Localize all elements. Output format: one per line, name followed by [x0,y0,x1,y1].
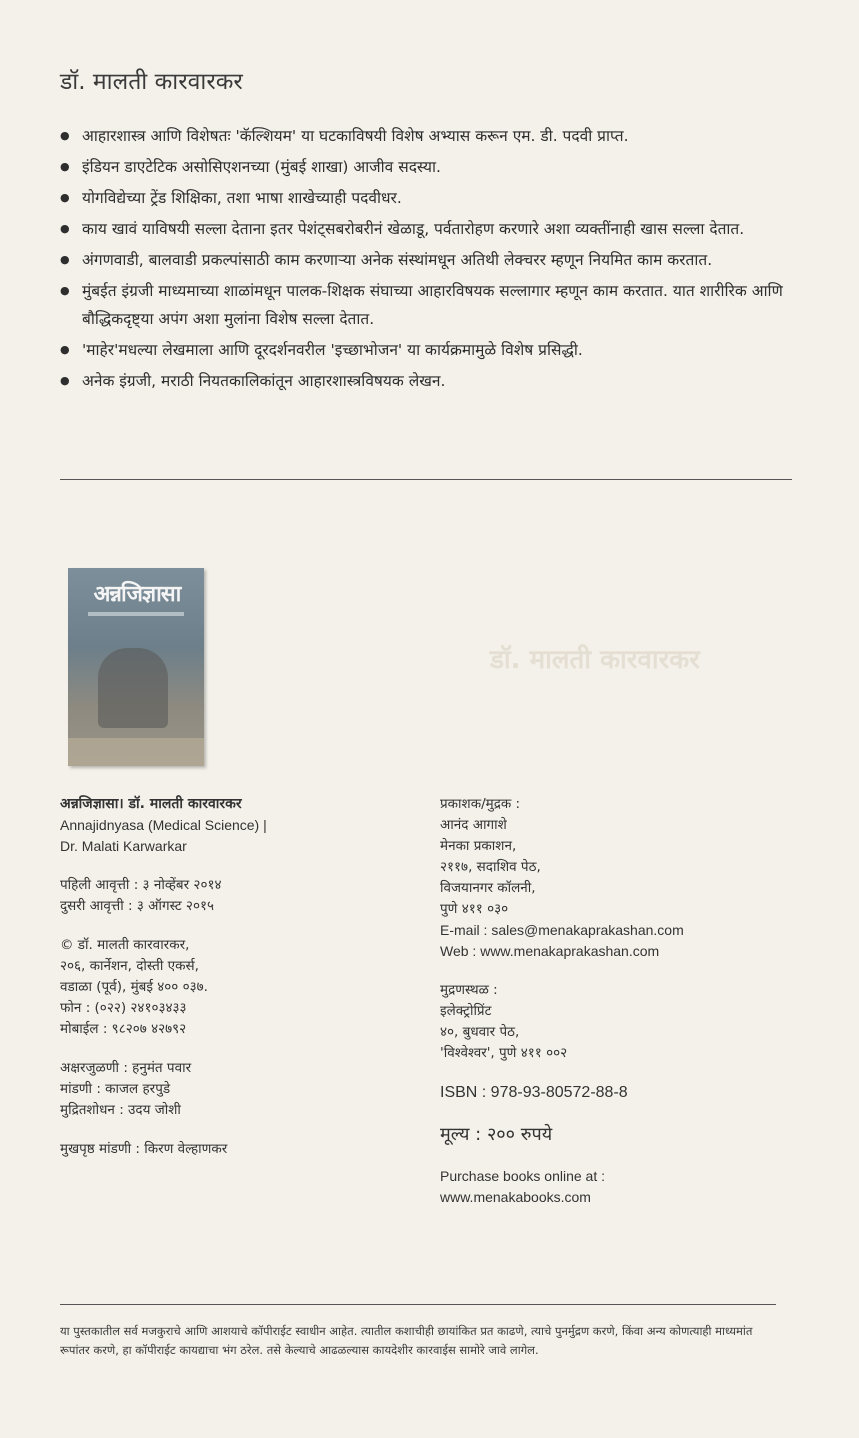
author-heading: डॉ. मालती कारवारकर [60,69,243,95]
first-edition: पहिली आवृत्ती : ३ नोव्हेंबर २०१४ [60,877,222,893]
cover-photo [98,648,168,728]
author-english: Dr. Malati Karwarkar [60,838,187,854]
bio-item: ● मुंबईत इंग्रजी माध्यमाच्या शाळांमधून पालक-शिक्षक संघाच्या आहारविषयक सल्लागार म्हणून काम करतात. यात शारीरिक आणि बौद्धिकदृष्ट्या अपंग अशा मुलांना विशेष सल्ला देतात. [60,277,800,333]
copyright-line: फोन : (०२२) २४१०३४३३ [60,1000,187,1016]
isbn: ISBN : 978-93-80572-88-8 [440,1084,628,1101]
bio-item: ● अनेक इंग्रजी, मराठी नियतकालिकांतून आहारशास्त्रविषयक लेखन. [60,367,800,395]
copyright-line: वडाळा (पूर्व), मुंबई ४०० ०३७. [60,979,208,995]
author-bio-list [60,122,800,398]
second-edition: दुसरी आवृत्ती : ३ ऑगस्ट २०१५ [60,898,215,914]
cover-title: अन्नजिज्ञासा [93,582,181,607]
publisher-web: Web : www.menakaprakashan.com [440,943,660,959]
book-cover-thumbnail [68,568,204,766]
printer-label: मुद्रणस्थळ : [440,982,498,998]
publisher-line: पुणे ४११ ०३० [440,901,509,917]
book-title-line: अन्नजिज्ञासा। डॉ. मालती कारवारकर [60,796,242,812]
cover-band [68,738,204,766]
purchase-url: www.menakabooks.com [440,1189,591,1205]
copyright-line: २०६, कार्नेशन, दोस्ती एकर्स, [60,958,199,974]
copyright-line: © डॉ. मालती कारवारकर, [60,937,190,953]
purchase-label: Purchase books online at : [440,1168,605,1184]
credit-line: अक्षरजुळणी : हनुमंत पवार [60,1060,192,1076]
divider [60,1304,776,1305]
printer-line: इलेक्ट्रोप्रिंट [440,1003,492,1019]
credit-line: मुद्रितशोधन : उदय जोशी [60,1102,181,1118]
credit-line: मांडणी : काजल हरपुडे [60,1081,171,1097]
publisher-email: E-mail : sales@menakaprakashan.com [440,922,684,938]
bio-item: ● 'माहेर'मधल्या लेखमाला आणि दूरदर्शनवरील 'इच्छाभोजन' या कार्यक्रमामुळे विशेष प्रसिद्धी. [60,336,800,364]
price: मूल्य : २०० रुपये [440,1124,553,1145]
printer-line: 'विश्वेश्वर', पुणे ४११ ००२ [440,1045,568,1061]
printer-line: ४०, बुधवार पेठ, [440,1024,520,1040]
divider [60,479,792,480]
cover-design-credit: मुखपृष्ठ मांडणी : किरण वेल्हाणकर [60,1141,228,1157]
publisher-label: प्रकाशक/मुद्रक : [440,796,521,812]
show-through-text: डॉ. मालती कारवारकर [490,645,700,675]
bio-item: ● योगविद्येच्या ट्रेंड शिक्षिका, तशा भाषा शाखेच्याही पदवीधर. [60,184,800,212]
imprint-details [60,794,380,1160]
publisher-line: विजयानगर कॉलनी, [440,880,536,896]
publisher-details [440,794,820,1208]
publisher-line: २११७, सदाशिव पेठ, [440,859,541,875]
book-title-english: Annajidnyasa (Medical Science) | [60,817,267,833]
bio-item: ● काय खावं याविषयी सल्ला देताना इतर पेशंट्सबरोबरीनं खेळाडू, पर्वतारोहण करणारे अशा व्यक्तींनाही खास सल्ला देतात. [60,215,800,243]
copyright-line: मोबाईल : ९८२०७ ४२७९२ [60,1021,187,1037]
publisher-line: आनंद आगाशे [440,817,507,833]
cover-subtitle-bar [88,612,184,616]
bio-item: ● आहारशास्त्र आणि विशेषतः 'कॅल्शियम' या घटकाविषयी विशेष अभ्यास करून एम. डी. पदवी प्राप्त. [60,122,800,150]
bio-item: ● इंडियन डाएटेटिक असोसिएशनच्या (मुंबई शाखा) आजीव सदस्या. [60,153,800,181]
copyright-notice: या पुस्तकातील सर्व मजकुराचे आणि आशयाचे कॉपीराईट स्वाधीन आहेत. त्यातील कशाचीही छायांकित प्रत काढणे, त्याचे पुनर्मुद्रण करणे, किंवा अन्य कोणत्याही माध्यमांत रूपांतर करणे, हा कॉपीराईट कायद्याचा भंग ठरेल. तसे केल्याचे आढळल्यास कायदेशीर कारवाईस सामोरे जावे लागेल. [60,1324,753,1357]
bio-item: ● अंगणवाडी, बालवाडी प्रकल्पांसाठी काम करणाऱ्या अनेक संस्थांमधून अतिथी लेक्चरर म्हणून नियमित काम करतात. [60,246,800,274]
publisher-line: मेनका प्रकाशन, [440,838,517,854]
